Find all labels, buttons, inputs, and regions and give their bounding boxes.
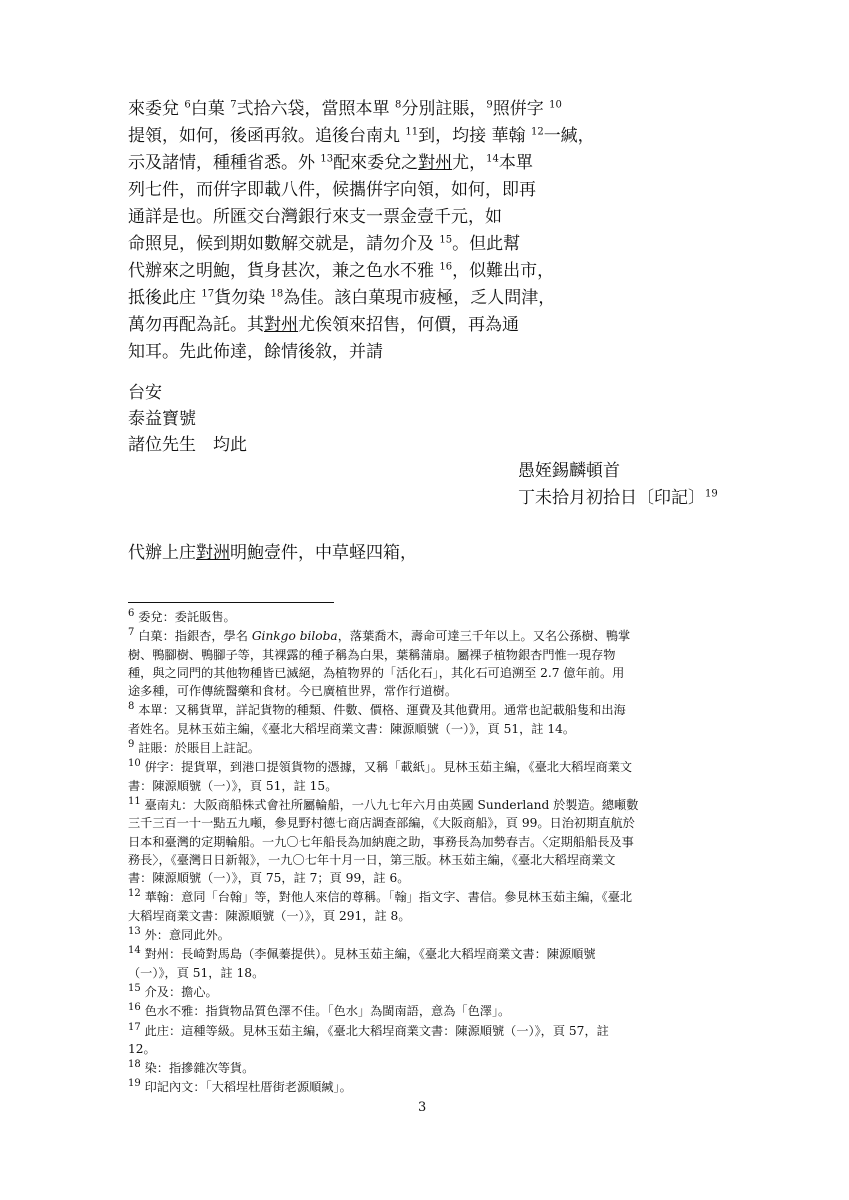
footnote-divider (128, 602, 334, 603)
footnote: $^9$ 註賬：於賬目上註記。 (128, 739, 261, 756)
signature-name: 愚姪錫麟頓首 (518, 461, 620, 481)
footnote: $^{17}$ 此庄：這種等級。見林玉茹主編，《臺北大稻埕商業文書：陳源順號（一）》，頁 57，註 12。 (128, 1021, 609, 1056)
salutation-line: 諸位先生 均此 (128, 435, 247, 455)
salutation-line: 台安 (128, 383, 162, 403)
signature-date: 丁未拾月初拾日〔印記〕$^{19}$ (518, 488, 718, 508)
signature (518, 458, 718, 512)
footnote: $^{12}$ 華翰：意同「台翰」等，對他人來信的尊稱。「翰」指文字、書信。參見林玉茹主編，《臺北 大稻埕商業文書：陳源順號（一）》，頁 291，註 8。 (128, 888, 633, 923)
letter-line: 來委兌 $^6$白菓 $^7$弍拾六袋，當照本單 $^8$分別註賬，$^9$照倂字 $^{10}$ (128, 99, 562, 119)
footnote: $^{16}$ 色水不雅：指貨物品質色澤不佳。「色水」為閩南語，意為「色澤」。 (128, 1002, 511, 1019)
salutation-line: 泰益寶號 (128, 409, 196, 429)
footnote: $^{15}$ 介及：擔心。 (128, 982, 218, 999)
letter-line: 萬勿再配為託。其對州尤俟領來招售，何價，再為通 (128, 315, 519, 335)
attachment-note: 代辦上庄對洲明鮑壹件，中草蛏四箱， (128, 543, 417, 563)
letter-body (128, 96, 748, 366)
footnote: $^{10}$ 倂字：提貨單，到港口提領貨物的憑據，又稱「載紙」。見林玉茹主編，《臺北大稻埕商業文 書：陳源順號（一）》，頁 51，註 15。 (128, 758, 633, 793)
footnote: $^{13}$ 外：意同此外。 (128, 925, 230, 943)
letter-line: 命照見，候到期如數解交就是，請勿介及 $^{15}$。但此幫 (128, 234, 521, 254)
letter-line: 抵後此庄 $^{17}$貨勿染 $^{18}$為佳。該白菓現市疲極，乏人問津， (128, 288, 556, 308)
footnote: $^6$ 委兌：委託販售。 (128, 607, 236, 624)
letter-line: 示及諸情，種種省悉。外 $^{13}$配來委兌之對州尤，$^{14}$本單 (128, 153, 533, 173)
footnote: $^{18}$ 染：指摻雜次等貨。 (128, 1059, 255, 1076)
letter-line: 代辦來之明鮑，貨身甚次，兼之色水不雅 $^{16}$，似難出市， (128, 261, 555, 281)
footnote: $^8$ 本單：又稱貨單，詳記貨物的種類、件數、價格、運費及其他費用。通常也記載船隻和出海 者姓名。見林玉茹主編，《臺北大稻埕商業文書：陳源順號（一）》，頁 51，註 14。 (128, 701, 626, 736)
footnotes (128, 608, 728, 1098)
footnote: $^{19}$ 印記內文：「大稻埕杜厝街老源順緘」。 (128, 1078, 352, 1095)
letter-line: 列七件，而倂字即載八件，候攜倂字向領，如何，即再 (128, 180, 536, 200)
footnote: $^{11}$ 臺南丸：大阪商船株式會社所屬輪船，一八九七年六月由英國 Sunderland 於製造。總噸數 三千三百一十一點五九噸，參見野村德七商店調查部編，《大阪商船》，頁 99。日治初期直航於 日本和臺灣的定期輪船。一九〇七年船長為加納鹿之助，事務長為加勢春吉。〈定期船船長及事 務長〉，《臺灣日日新報》，一九〇七年十月一日，第三版。林玉茹主編，《臺北大稻埕商業文 書：陳源順號（一）》，頁 75，註 7；頁 99，註 6。 (128, 795, 639, 886)
salutation (128, 380, 247, 458)
letter-line: 通詳是也。所匯交台灣銀行來支一票金壹千元，如 (128, 207, 502, 227)
footnote: $^{14}$ 對州：長崎對馬島（李佩蓁提供）。見林玉茹主編，《臺北大稻埕商業文書：陳源順號 （一）》，頁 51，註 18。 (128, 945, 596, 980)
page-number: 3 (418, 1100, 427, 1115)
letter-line: 知耳。先此佈達，餘情後敘，并請 (128, 342, 383, 362)
footnote: $^7$ 白菓：指銀杏，學名 Ginkgo biloba，落葉喬木，壽命可達三千年以上。又名公孫樹、鴨掌 樹、鴨腳樹、鴨腳子等，其裸露的種子稱為白果，葉稱蒲扇。屬裸子植物銀杏門惟一現存物 種，與之同門的其他物種皆已滅絕，為植物界的「活化石」，其化石可追溯至 2.7 億年前。用 途多種，可作傳統醫藥和食材。今已廣植世界，常作行道樹。 (128, 627, 631, 699)
letter-line: 提領，如何，後函再敘。追後台南丸 $^{11}$到，均接 華翰 $^{12}$一緘， (128, 126, 595, 146)
